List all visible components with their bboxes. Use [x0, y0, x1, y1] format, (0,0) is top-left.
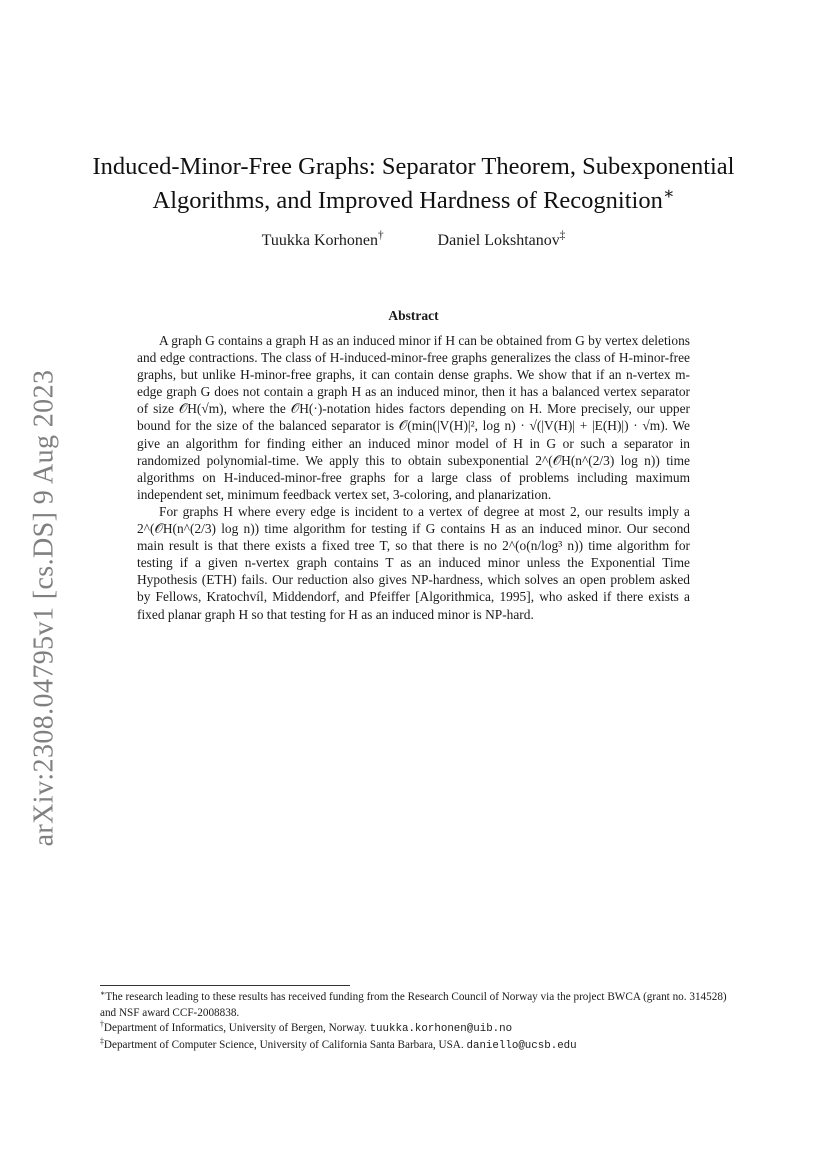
abstract-paragraph-2: For graphs H where every edge is incident to a vertex of degree at most 2, our results imply a 2^(𝒪H(n^(2/3) log n)) time algorithm for testing if G contains H as an induced minor. Our second main result is that there exists a fixed tree T, so that there is no 2^(o(n/log³ n)) time algorithm for testing if a given n-vertex graph contains T as an induced minor unless the Exponential Time Hypothesis (ETH) fails. Our reduction also gives NP-hardness, which solves an open problem asked by Fellows, Kratochvíl, Middendorf, and Pfeiffer [Algorithmica, 1995], who asked if there exists a fixed planar graph H so that testing for H as an induced minor is NP-hard.: [137, 503, 690, 622]
arxiv-stamp: [24, 368, 64, 848]
footnote-rule: [100, 985, 350, 986]
footnote-affiliation-lokshtanov: [100, 1035, 730, 1055]
footnote-text: Department of Informatics, University of Bergen, Norway.: [103, 1022, 367, 1034]
arxiv-stamp-text: arXiv:2308.04795v1 [cs.DS] 9 Aug 2023: [28, 369, 59, 847]
author-name: Daniel Lokshtanov: [437, 232, 560, 249]
author-lokshtanov: [437, 229, 566, 250]
footnote-funding: [100, 990, 730, 1021]
footnotes: [100, 990, 730, 1054]
footnote-text: Department of Computer Science, University of California Santa Barbara, USA.: [103, 1038, 464, 1051]
footnote-affiliation-korhonen: [100, 1021, 730, 1038]
footnote-marker: ∗: [100, 988, 106, 998]
email-link[interactable]: daniello@ucsb.edu: [466, 1039, 577, 1052]
author-list: [80, 229, 747, 250]
author-footnote-marker: †: [377, 229, 384, 242]
author-name: Tuukka Korhonen: [261, 232, 378, 249]
email-link[interactable]: tuukka.korhonen@uib.no: [369, 1023, 513, 1035]
footnote-text: The research leading to these results has received funding from the Research Council of Norway via the project BWCA (grant no. 314528) and NSF award CCF-2008838.: [100, 991, 727, 1019]
title-line-2-text: Algorithms, and Improved Hardness of Recognition: [152, 187, 663, 214]
abstract-paragraph-1: A graph G contains a graph H as an induced minor if H can be obtained from G by vertex deletions and edge contractions. The class of H-induced-minor-free graphs generalizes the class of H-minor-free graphs, but unlike H-minor-free graphs, it can contain dense graphs. We show that if an n-vertex m-edge graph G does not contain a graph H as an induced minor, then it has a balanced vertex separator of size 𝒪H(√m), where the 𝒪H(·)-notation hides factors depending on H. More precisely, our upper bound for the size of the balanced separator is 𝒪(min(|V(H)|², log n) · √(|V(H)| + |E(H)|) · √m). We give an algorithm for finding either an induced minor model of H in G or such a separator in randomized polynomial-time. We apply this to obtain subexponential 2^(𝒪H(n^(2/3) log n)) time algorithms on H-induced-minor-free graphs for a large class of problems including maximum independent set, minimum feedback vertex set, 3-coloring, and planarization.: [137, 333, 691, 502]
title-line-2: [80, 184, 747, 218]
author-footnote-marker: ‡: [559, 229, 566, 242]
abstract-heading: Abstract: [388, 308, 439, 323]
author-korhonen: [261, 229, 384, 250]
title-footnote-marker: ∗: [662, 183, 675, 203]
paper-title: [80, 150, 747, 218]
footnote-marker: †: [100, 1019, 104, 1029]
title-line-1: Induced-Minor-Free Graphs: Separator Theorem, Subexponential: [92, 153, 735, 180]
abstract-body: [137, 332, 690, 623]
footnote-marker: ‡: [100, 1035, 104, 1045]
